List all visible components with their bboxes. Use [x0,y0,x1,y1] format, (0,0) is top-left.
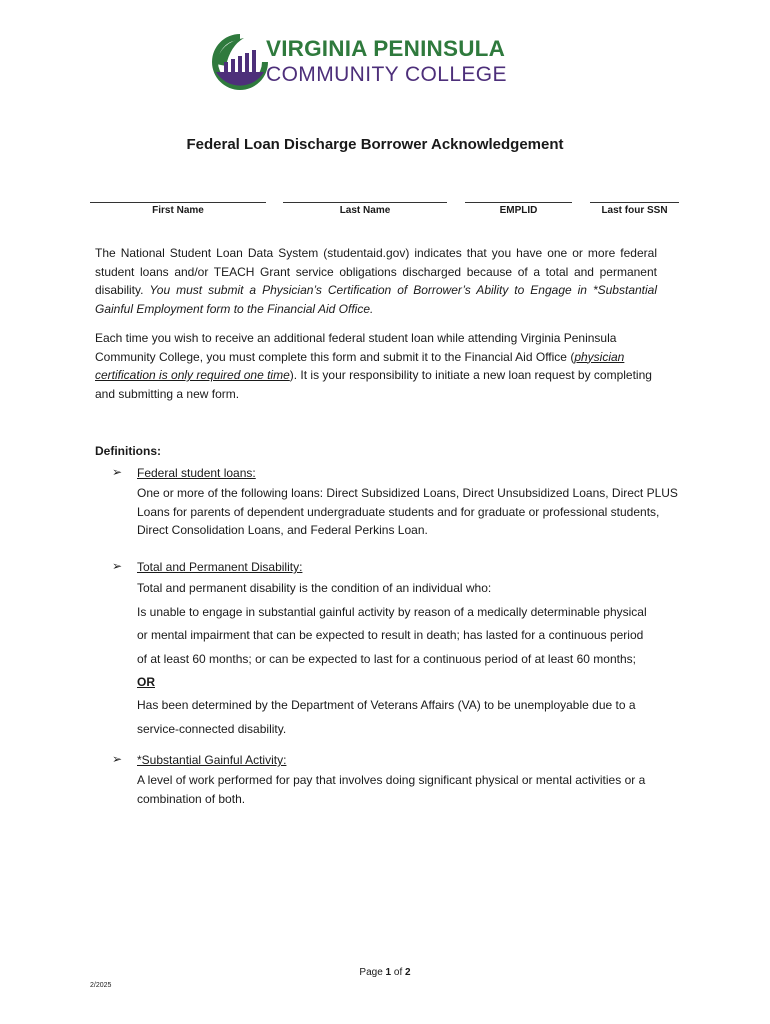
page-total: 2 [405,967,411,978]
instructions-text-b: ). It is your responsibility to initiate a new loan request by completing and submitting a new form. [95,368,652,401]
bullet-arrow-icon: ➢ [112,752,123,766]
or-separator: OR [137,675,155,689]
college-logo [210,32,530,94]
tpd-line: Total and permanent disability is the condition of an individual who: [137,581,492,595]
intro-text: The National Student Loan Data System (studentaid.gov) indicates that you have one or more federal student loans and/or TEACH Grant service obligations discharged because of a total and permanent disability. [95,246,657,298]
tpd-line: Has been determined by the Department of Veterans Affairs (VA) to be unemployable due to a [137,698,636,712]
intro-italic-text: You must submit a Physician’s Certification of Borrower’s Ability to Engage in *Substantial Gainful Employment form to the Financial Aid Office. [95,283,658,316]
loans-definition-title: Federal student loans: [137,466,256,480]
bullet-arrow-icon: ➢ [112,559,123,573]
intro-paragraph [95,244,657,318]
page-current: 1 [385,967,392,978]
tpd-definition-title: Total and Permanent Disability: [137,560,303,574]
physician-note: physician certification is only required one time [95,349,625,383]
definitions-heading: Definitions: [95,444,161,458]
instructions-paragraph [95,329,657,403]
instructions-text-a: Each time you wish to receive an additional federal student loan while attending Virginia Peninsula Community College, you must complete this form and submit it to the Financial Aid Office ( [95,331,617,364]
of-word: of [391,967,406,978]
bullet-arrow-icon: ➢ [112,465,123,479]
last-name-field: Last Name [283,202,447,216]
logo-line-2: COMMUNITY COLLEGE [266,63,507,86]
sga-definition-title: *Substantial Gainful Activity: [137,753,287,767]
loans-definition-text: One or more of the following loans: Direct Subsidized Loans, Direct Unsubsidized Loans, Direct PLUS Loans for parents of dependent undergraduate students and for graduate or professional students, Direct Consolidation Loans, and Federal Perkins Loan. [137,486,678,538]
tpd-line: Is unable to engage in substantial gainful activity by reason of a medically determinable physical [137,605,647,619]
tpd-line: of at least 60 months; or can be expected to last for a continuous period of at least 60 months; [137,652,636,666]
college-logo-icon [210,32,270,92]
tpd-line: service-connected disability. [137,722,287,736]
tpd-line: or mental impairment that can be expected to result in death; has lasted for a continuous period [137,628,644,642]
page-word: Page [359,967,386,978]
emplid-field: EMPLID [465,202,572,216]
logo-line-1: VIRGINIA PENINSULA [266,36,506,61]
sga-definition-text: A level of work performed for pay that involves doing significant physical or mental activities or a combination of both. [137,773,646,806]
revision-date: 2/2025 [90,982,112,989]
first-name-field: First Name [90,202,266,216]
page-number [0,967,770,978]
document-title: Federal Loan Discharge Borrower Acknowledgement [186,136,564,153]
ssn-field: Last four SSN [590,202,679,216]
